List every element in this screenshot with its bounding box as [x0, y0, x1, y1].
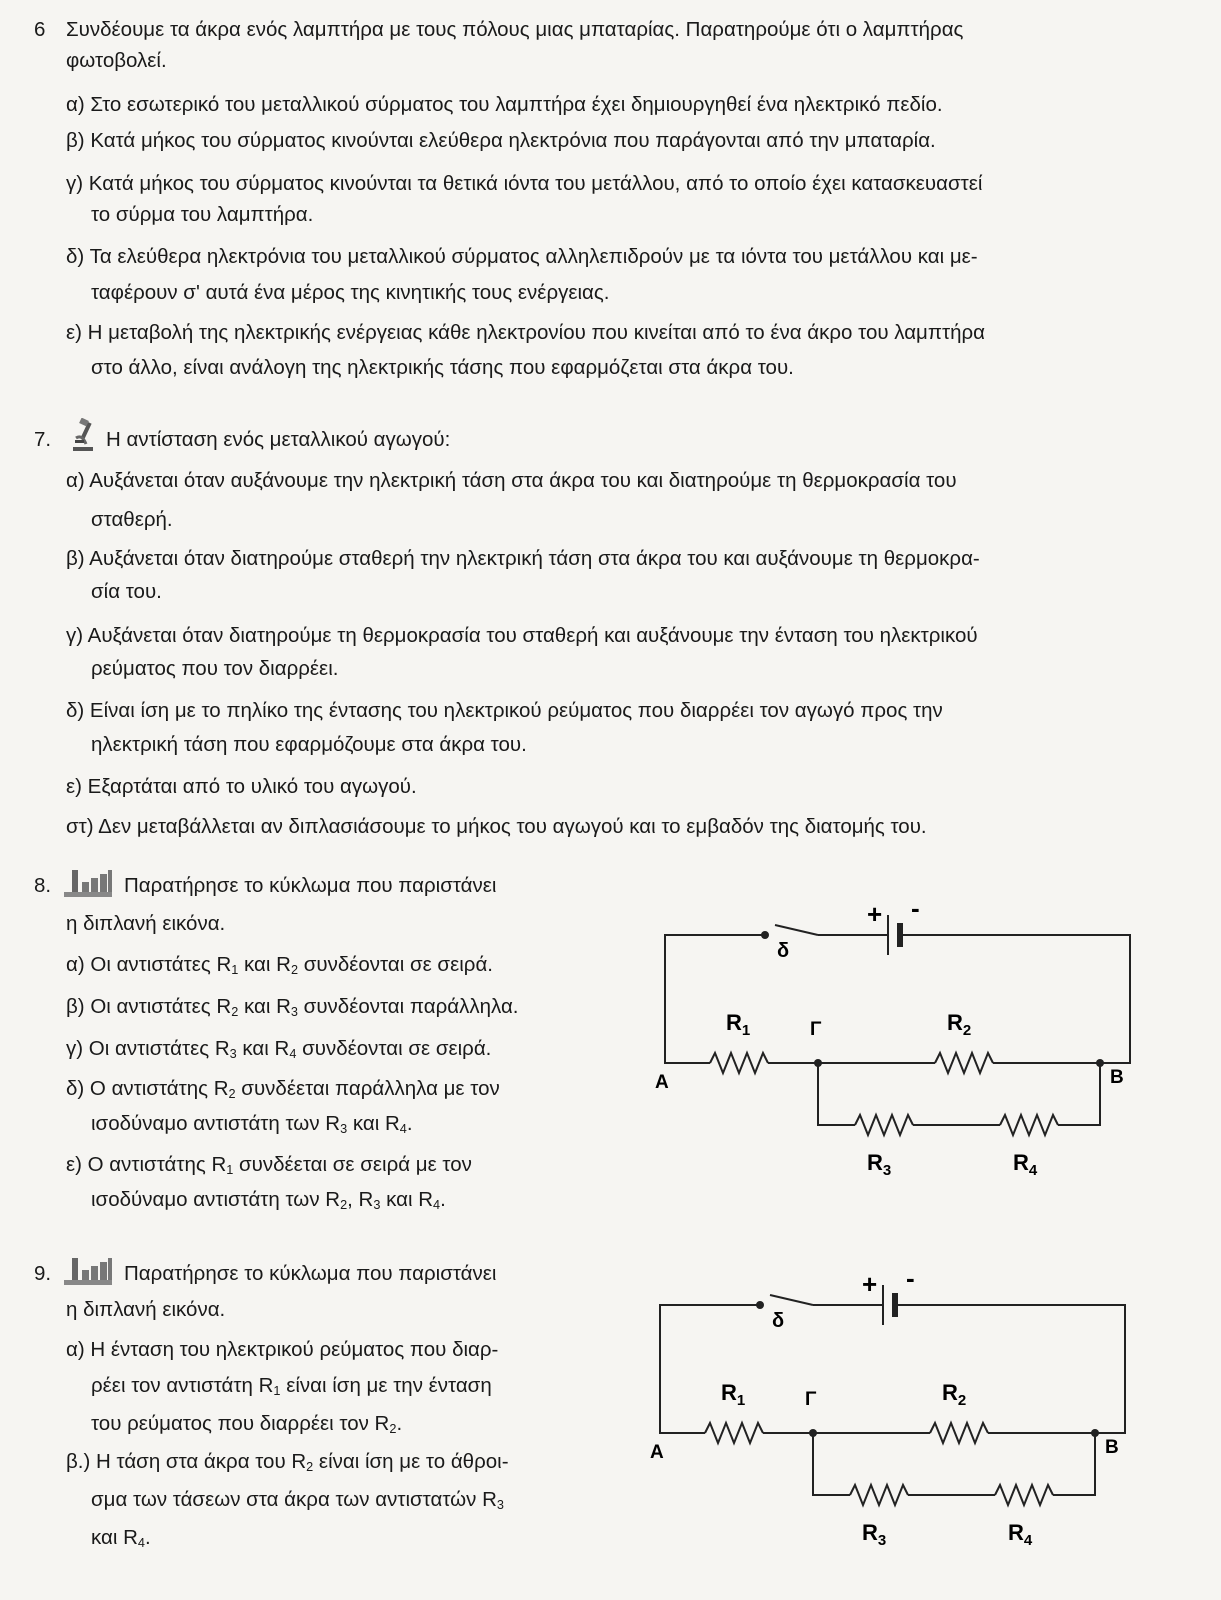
label-r4: $R_4$ [1013, 1150, 1038, 1179]
resistor-r2 [930, 1423, 988, 1443]
resistor-r1 [705, 1423, 763, 1443]
q6-number: 6 [34, 18, 46, 41]
q7-option-d[interactable]: δ) Είναι ίση με το πηλίκο της έντασης του ηλεκτρικού ρεύματος που διαρρέει τον αγωγό προς την [66, 699, 943, 722]
switch-contact [756, 1301, 764, 1309]
label-b: Β [1105, 1437, 1119, 1458]
q7-option-a[interactable]: α) Αυξάνεται όταν αυξάνουμε την ηλεκτρική τάση στα άκρα του και διατηρούμε τη θερμοκρασία του [66, 469, 957, 492]
circuit-wire [813, 1433, 850, 1495]
node-g-dot [814, 1059, 822, 1067]
circuit-wire [660, 1325, 705, 1433]
circuit-wire [660, 1305, 760, 1325]
switch-label: δ [772, 1310, 785, 1332]
q8-option-e[interactable]: ε) Ο αντιστάτης $R_1$ συνδέεται σε σειρά με τον [66, 1153, 472, 1178]
q9-stem: Παρατήρησε το κύκλωμα που παριστάνει [124, 1262, 497, 1285]
q6-option-e-cont: στο άλλο, είναι ανάλογη της ηλεκτρικής τάσης που εφαρμόζεται στα άκρα του. [91, 356, 794, 379]
q7-stem: Η αντίσταση ενός μεταλλικού αγωγού: [106, 428, 451, 451]
label-g: Γ [805, 1389, 817, 1410]
switch-contact [761, 931, 769, 939]
q8-number: 8. [34, 874, 52, 897]
circuit-wire [1053, 1433, 1095, 1495]
q6-stem-cont: φωτοβολεί. [66, 49, 167, 72]
q7-number: 7. [34, 428, 52, 451]
resistor-r4 [995, 1485, 1053, 1505]
resistor-r3 [855, 1115, 913, 1135]
q7-option-a-cont: σταθερή. [91, 508, 173, 531]
circuit-wire [665, 955, 710, 1063]
microscope-icon [70, 418, 96, 452]
resistor-r1 [710, 1053, 768, 1073]
node-b-dot [1091, 1429, 1099, 1437]
resistor-r4 [1000, 1115, 1058, 1135]
q7-option-f[interactable]: στ) Δεν μεταβάλλεται αν διπλασιάσουμε το μήκος του αγωγού και το εμβαδόν της διατομής του. [66, 815, 927, 838]
circuit-wire [818, 1063, 855, 1125]
q8-option-d-cont: ισοδύναμο αντιστάτη των $R_3$ και $R_4$. [91, 1112, 413, 1137]
switch-label: δ [777, 940, 790, 962]
q8-option-b[interactable]: β) Οι αντιστάτες $R_2$ και $R_3$ συνδέονται παράλληλα. [66, 995, 519, 1020]
q6-stem: Συνδέουμε τα άκρα ενός λαμπτήρα με τους πόλους μιας μπαταρίας. Παρατηρούμε ότι ο λαμπτήρας [66, 18, 964, 41]
label-r3: $R_3$ [862, 1520, 887, 1549]
q9-option-b-cont-2: και $R_4$. [91, 1526, 151, 1551]
q7-option-d-cont: ηλεκτρική τάση που εφαρμόζουμε στα άκρα του. [91, 733, 527, 756]
label-r1: $R_1$ [721, 1380, 746, 1409]
label-r3: $R_3$ [867, 1150, 892, 1179]
circuit-wire [665, 935, 765, 955]
q6-option-d[interactable]: δ) Τα ελεύθερα ηλεκτρόνια του μεταλλικού σύρματος αλληλεπιδρούν με τα ιόντα του μετάλλου και με- [66, 245, 978, 268]
q7-option-e[interactable]: ε) Εξαρτάται από το υλικό του αγωγού. [66, 775, 417, 798]
q7-option-b-cont: σία του. [91, 580, 162, 603]
q6-option-a[interactable]: α) Στο εσωτερικό του μεταλλικού σύρματος του λαμπτήρα έχει δημιουργηθεί ένα ηλεκτρικό πεδίο. [66, 93, 943, 116]
q9-stem-cont: η διπλανή εικόνα. [66, 1298, 226, 1321]
difficulty-bars-icon [64, 868, 112, 898]
q6-option-e[interactable]: ε) Η μεταβολή της ηλεκτρικής ενέργειας κάθε ηλεκτρονίου που κινείται από το ένα άκρο του λαμπτήρα [66, 321, 986, 344]
circuit-wire [1058, 1063, 1100, 1125]
circuit-diagram-q8 [655, 895, 1165, 1205]
battery-plus: + [867, 899, 883, 929]
label-r1: $R_1$ [726, 1010, 751, 1039]
label-g: Γ [810, 1019, 822, 1040]
q9-option-a[interactable]: α) Η ένταση του ηλεκτρικού ρεύματος που διαρ- [66, 1338, 499, 1361]
q6-option-c[interactable]: γ) Κατά μήκος του σύρματος κινούνται τα θετικά ιόντα του μετάλλου, από το οποίο έχει κατασκευαστεί [66, 172, 983, 195]
q8-stem: Παρατήρησε το κύκλωμα που παριστάνει [124, 874, 497, 897]
circuit-wire [900, 935, 1130, 1063]
battery-minus: - [906, 1265, 915, 1293]
q9-number: 9. [34, 1262, 52, 1285]
battery-plus: + [862, 1269, 878, 1299]
q9-option-a-cont: ρέει τον αντιστάτη $R_1$ είναι ίση με την ένταση [91, 1374, 492, 1399]
q6-option-b[interactable]: β) Κατά μήκος του σύρματος κινούνται ελεύθερα ηλεκτρόνια που παράγονται από την μπαταρία. [66, 129, 936, 152]
resistor-r3 [850, 1485, 908, 1505]
circuit-wire [895, 1305, 1125, 1433]
resistor-r2 [935, 1053, 993, 1073]
label-a: Α [655, 1072, 669, 1093]
battery-minus: - [911, 895, 920, 923]
node-b-dot [1096, 1059, 1104, 1067]
node-g-dot [809, 1429, 817, 1437]
q7-option-b[interactable]: β) Αυξάνεται όταν διατηρούμε σταθερή την ηλεκτρική τάση στα άκρα του και αυξάνουμε τη θερμοκρα- [66, 547, 980, 570]
q7-option-c[interactable]: γ) Αυξάνεται όταν διατηρούμε τη θερμοκρασία του σταθερή και αυξάνουμε την ένταση του ηλεκτρικού [66, 624, 978, 647]
label-r2: $R_2$ [947, 1010, 972, 1039]
switch-lever [770, 1295, 813, 1305]
q9-option-b-cont: σμα των τάσεων στα άκρα των αντιστατών $R_3$ [91, 1488, 504, 1513]
q8-option-a[interactable]: α) Οι αντιστάτες $R_1$ και $R_2$ συνδέονται σε σειρά. [66, 953, 493, 978]
label-r2: $R_2$ [942, 1380, 967, 1409]
q9-option-b[interactable]: β.) Η τάση στα άκρα του $R_2$ είναι ίση με το άθροι- [66, 1450, 509, 1475]
q6-option-c-cont: το σύρμα του λαμπτήρα. [91, 203, 314, 226]
q9-option-a-cont-2: του ρεύματος που διαρρέει τον $R_2$. [91, 1412, 403, 1437]
q6-option-d-cont: ταφέρουν σ' αυτά ένα μέρος της κινητικής τους ενέργειας. [91, 281, 610, 304]
label-b: Β [1110, 1067, 1124, 1088]
q7-option-c-cont: ρεύματος που τον διαρρέει. [91, 657, 339, 680]
q8-option-c[interactable]: γ) Οι αντιστάτες $R_3$ και $R_4$ συνδέονται σε σειρά. [66, 1037, 492, 1062]
circuit-diagram-q9 [650, 1265, 1160, 1575]
q8-option-e-cont: ισοδύναμο αντιστάτη των $R_2$, $R_3$ και $R_4$. [91, 1188, 446, 1213]
switch-lever [775, 925, 818, 935]
difficulty-bars-icon [64, 1256, 112, 1286]
label-r4: $R_4$ [1008, 1520, 1033, 1549]
label-a: Α [650, 1442, 664, 1463]
q8-option-d[interactable]: δ) Ο αντιστάτης $R_2$ συνδέεται παράλληλα με τον [66, 1077, 500, 1102]
q8-stem-cont: η διπλανή εικόνα. [66, 912, 226, 935]
